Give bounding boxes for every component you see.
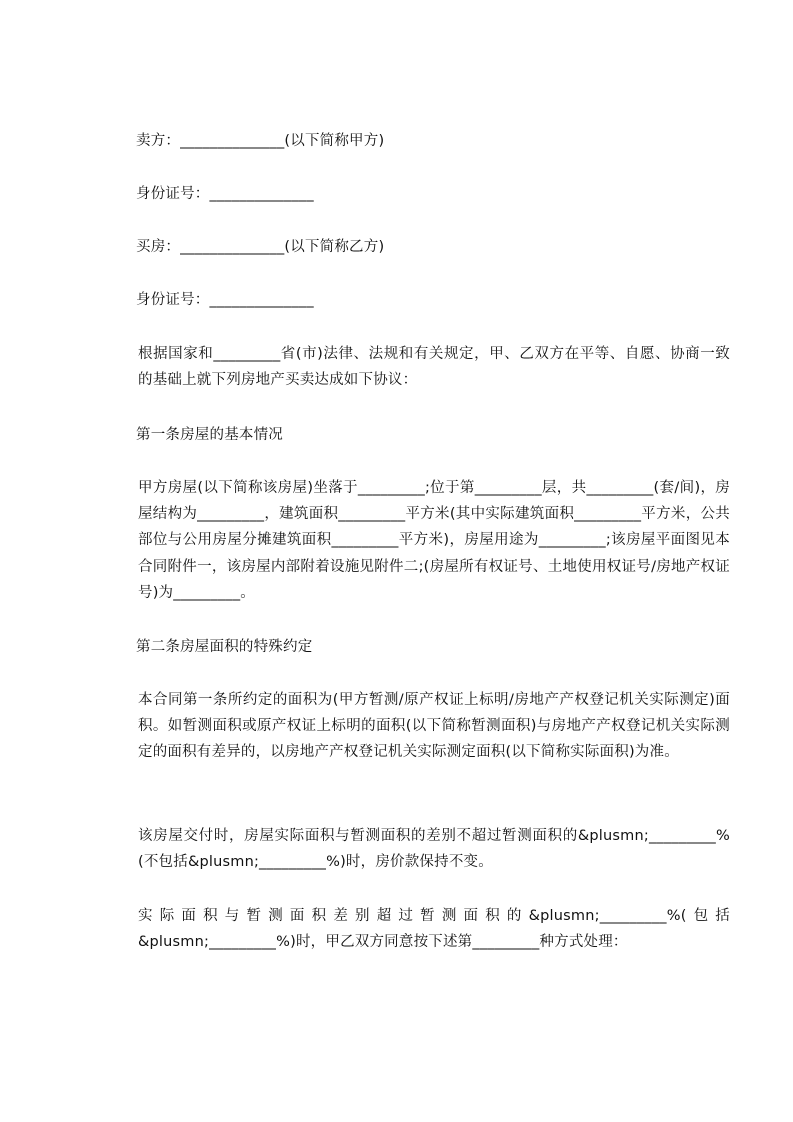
seller-id-line: 身份证号：______________ [136, 186, 314, 202]
preamble-paragraph: 根据国家和_________省(市)法律、法规和有关规定，甲、乙双方在平等、自愿、协商一致的基础上就下列房地产买卖达成如下协议： [138, 346, 730, 389]
seller-line: 卖方：______________(以下简称甲方) [136, 133, 385, 149]
article1-title: 第一条房屋的基本情况 [136, 427, 283, 443]
buyer-id-line: 身份证号：______________ [136, 292, 314, 308]
article2-paragraph-1: 本合同第一条所约定的面积为(甲方暂测/原产权证上标明/房地产产权登记机关实际测定)面积。如暂测面积或原产权证上标明的面积(以下简称暂测面积)与房地产产权登记机关实际测定的面积有差异的，以房地产产权登记机关实际测定面积(以下简称实际面积)为准。 [138, 692, 730, 761]
article2-paragraph-2: 该房屋交付时，房屋实际面积与暂测面积的差别不超过暂测面积的&plusmn;_________%(不包括&plusmn;_________%)时，房价款保持不变。 [138, 828, 730, 871]
article2-title: 第二条房屋面积的特殊约定 [136, 639, 313, 655]
buyer-line: 买房：______________(以下简称乙方) [136, 239, 385, 255]
article1-body: 甲方房屋(以下简称该房屋)坐落于_________;位于第_________层，共_________(套/间)，房屋结构为_________，建筑面积_________平方米(其中实际建筑面积_________平方米，公共部位与公用房屋分摊建筑面积_________平方米)，房屋用途为_________;该房屋平面图见本合同附件一，该房屋内部附着设施见附件二;(房屋所有权证号、土地使用权证号/房地产权证号)为_________。 [138, 480, 730, 601]
article2-paragraph-3: 实际面积与暂测面积差别超过暂测面积的&plusmn;_________%(包括&plusmn;_________%)时，甲乙双方同意按下述第_________种方式处理： [138, 908, 730, 951]
